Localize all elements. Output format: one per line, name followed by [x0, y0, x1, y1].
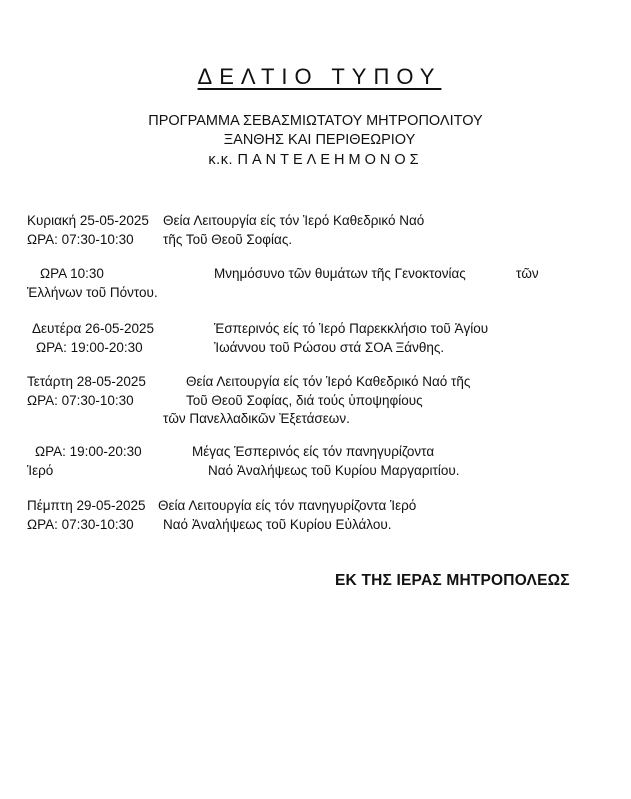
- entry-description-line-2: Ναό Ἀναλήψεως τοῦ Κυρίου Εὐλάλου.: [163, 517, 392, 532]
- entry-time: ΩΡΑ: 19:00-20:30: [36, 340, 143, 355]
- entry-description-line-2: Ἰωάννου τοῦ Ρώσου στά ΣΟΑ Ξάνθης.: [214, 340, 445, 355]
- entry-description-line-1: Μνημόσυνο τῶν θυμάτων τῆς Γενοκτονίας: [214, 266, 466, 281]
- entry-description-line-2: Ἑλλήνων τοῦ Πόντου.: [27, 285, 158, 300]
- entry-time: ΩΡΑ: 07:30-10:30: [27, 393, 134, 408]
- entry-day: Πέμπτη 29-05-2025: [27, 498, 146, 513]
- entry-description-line-2-head: Ἱερό: [27, 463, 54, 478]
- entry-description-line-1: Θεία Λειτουργία είς τόν Ἱερό Καθεδρικό Ναό: [163, 213, 425, 228]
- entry-description-line-1: Θεία Λειτουργία είς τόν Ἱερό Καθεδρικό Ναό τῆς: [186, 374, 471, 389]
- metropolitan-name: ΠΑΝΤΕΛΕΗΜΟΝΟΣ: [237, 152, 423, 168]
- subtitle-line-3: [0, 151, 631, 169]
- entry-time: ΩΡΑ: 07:30-10:30: [27, 517, 134, 532]
- entry-description-line-2: Τοῦ Θεοῦ Σοφίας, διά τούς ὑποψηφίους: [186, 393, 423, 408]
- honorific-prefix: κ.κ.: [208, 152, 233, 168]
- entry-day: Τετάρτη 28-05-2025: [27, 374, 146, 389]
- entry-description-line-1-tail: τῶν: [516, 266, 539, 281]
- subtitle-line-2: ΞΑΝΘΗΣ ΚΑΙ ΠΕΡΙΘΕΩΡΙΟΥ: [223, 132, 416, 148]
- entry-description-line-3: τῶν Πανελλαδικῶν Ἐξετάσεων.: [163, 411, 350, 426]
- entry-description-line-2: Ναό Ἀναλήψεως τοῦ Κυρίου Μαργαριτίου.: [208, 463, 460, 478]
- entry-day: Κυριακή 25-05-2025: [27, 213, 149, 228]
- entry-description-line-1: Μέγας Ἑσπερινός είς τόν πανηγυρίζοντα: [192, 444, 435, 459]
- entry-description-line-1: Θεία Λειτουργία είς τόν πανηγυρίζοντα Ἱερό: [158, 498, 417, 513]
- document-title: [0, 64, 631, 90]
- entry-time: ΩΡΑ: 19:00-20:30: [35, 444, 142, 459]
- entry-day: Δευτέρα 26-05-2025: [32, 321, 155, 336]
- entry-time: ΩΡΑ: 07:30-10:30: [27, 232, 134, 247]
- document-title-text: ΔΕΛΤΙΟ ΤΥΠΟΥ: [197, 64, 442, 89]
- entry-description-line-1: Ἑσπερινός είς τό Ἱερό Παρεκκλήσιο τοῦ Ἁγίου: [214, 321, 489, 336]
- subtitle-line-1: ΠΡΟΓΡΑΜΜΑ ΣΕΒΑΣΜΙΩΤΑΤΟΥ ΜΗΤΡΟΠΟΛΙΤΟΥ: [148, 113, 483, 129]
- entry-description-line-2: τῆς Τοῦ Θεοῦ Σοφίας.: [163, 232, 293, 247]
- closing-signature: ΕΚ ΤΗΣ ΙΕΡΑΣ ΜΗΤΡΟΠΟΛΕΩΣ: [335, 572, 570, 589]
- entry-time: ΩΡΑ 10:30: [40, 266, 104, 281]
